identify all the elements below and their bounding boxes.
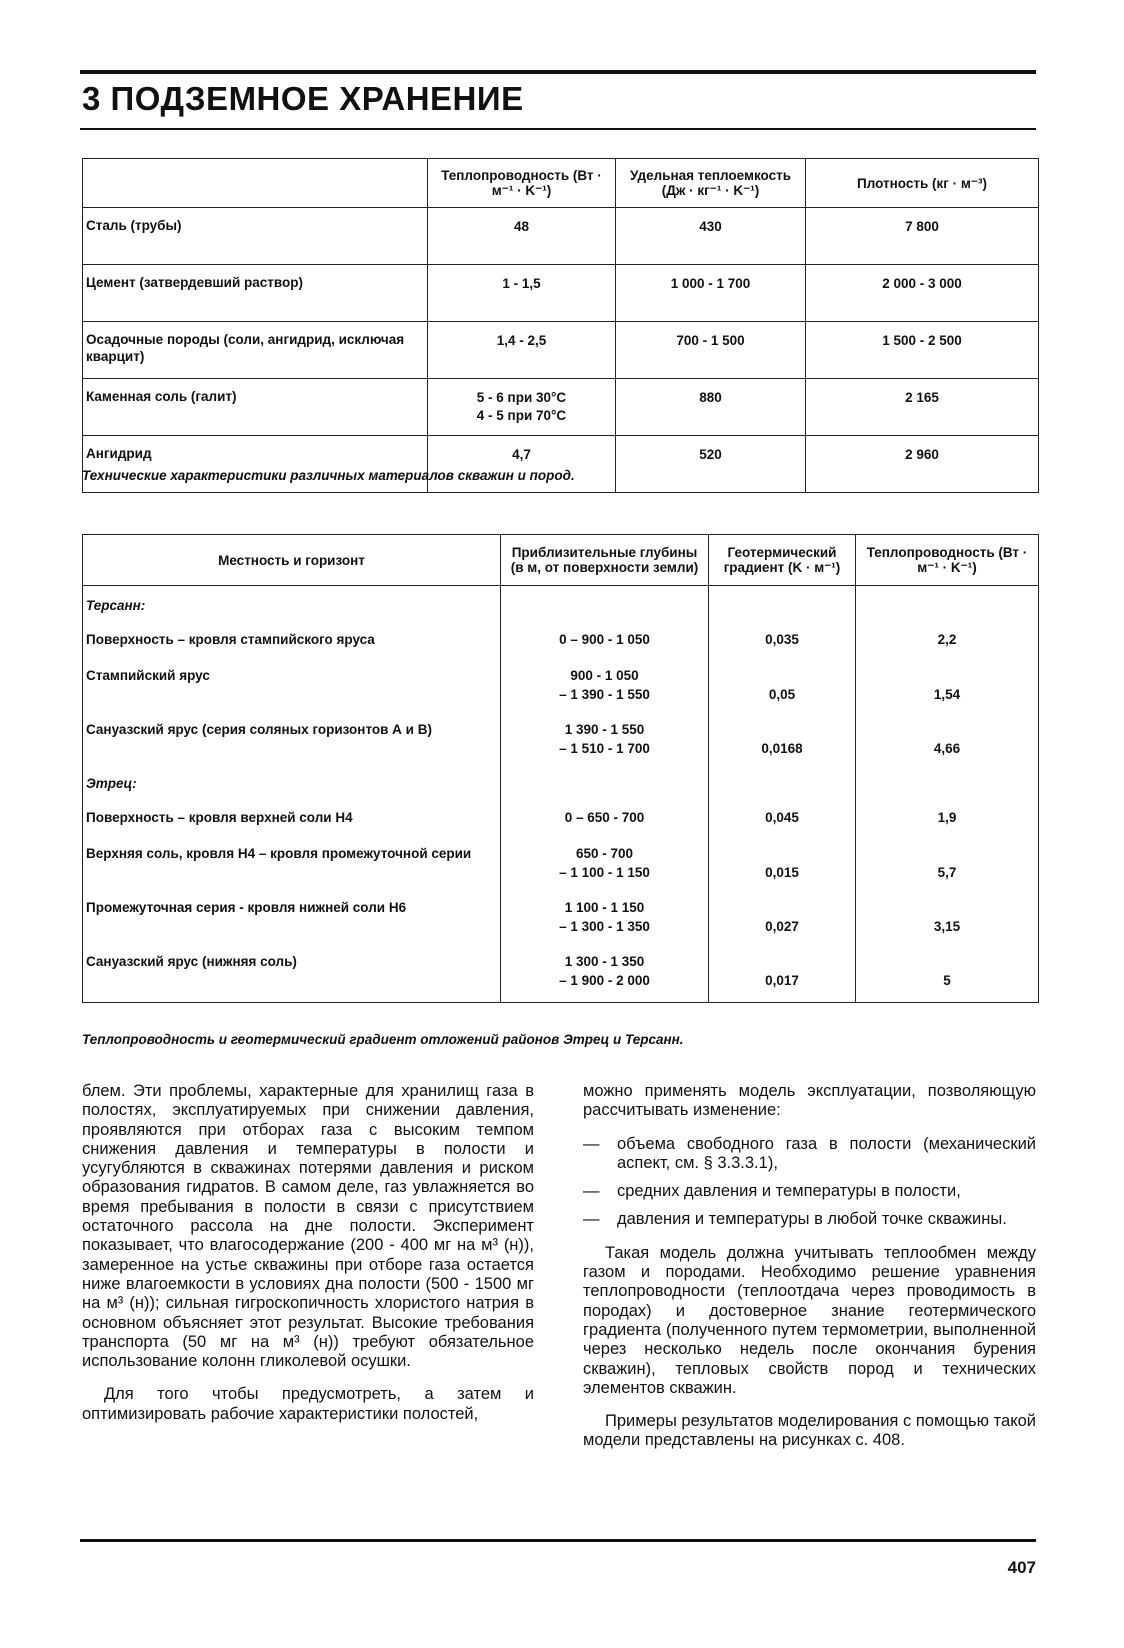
horizon-name: Поверхность – кровля стампийского яруса	[83, 620, 501, 656]
horizon-name: Поверхность – кровля верхней соли Н4	[83, 798, 501, 834]
paragraph: можно применять модель эксплуатации, позволяющую рассчитывать изменение:	[583, 1082, 1036, 1120]
column-header-density: Плотность (кг · м⁻³)	[806, 159, 1039, 208]
list-item-text: давления и температуры в любой точке скважины.	[617, 1210, 1007, 1229]
table-row	[83, 208, 1039, 265]
gradient-cell: 0,015	[709, 834, 856, 888]
conductivity-cell: 1,4 - 2,5	[428, 322, 616, 379]
horizon-name: Сануазский ярус (серия соляных горизонтов А и В)	[83, 710, 501, 764]
paragraph: блем. Эти проблемы, характерные для хранилищ газа в полостях, эксплуатируемых при снижении давления, проявляются при отборах газа с высоким темпом снижения давления и температуры в полости и усугубляются в скважинах потерями давления и риском образования гидратов. В самом деле, газ увлажняется во время пребывания в полости в связи с присутствием остаточного рассола на дне полости. Эксперимент показывает, что влагосодержание (200 - 400 мг на м³ (н)), замеренное на устье скважины при отборе газа остается ниже влагоемкости в условиях дна полости (500 - 1500 мг на м³ (н)); сильная гигроскопичность хлористого натрия в основном объясняет этот результат. Высокие требования транспорта (50 мг на м³ (н)) требуют обязательное использование колонн гликолевой осушки.	[82, 1082, 534, 1371]
heat-capacity-cell: 880	[616, 379, 806, 436]
header-rule	[80, 128, 1036, 130]
gradient-cell: 0,035	[709, 620, 856, 656]
heat-capacity-cell: 1 000 - 1 700	[616, 265, 806, 322]
gradient-cell: 0,05	[709, 656, 856, 710]
conductivity-cell: 48	[428, 208, 616, 265]
list-item	[583, 1210, 1036, 1229]
conductivity-cell: 3,15	[856, 888, 1039, 942]
list-item-text: средних давления и температуры в полости,	[617, 1182, 961, 1201]
paragraph: Для того чтобы предусмотреть, а затем и оптимизировать рабочие характеристики полостей,	[82, 1385, 534, 1423]
conductivity-cell: 1,9	[856, 798, 1039, 834]
region-label: Терсанн:	[83, 586, 501, 621]
depth-cell: 0 – 650 - 700	[501, 798, 709, 834]
left-column	[82, 1082, 534, 1438]
region-row	[83, 764, 1039, 798]
chapter-title: 3 ПОДЗЕМНОЕ ХРАНЕНИЕ	[82, 80, 524, 117]
paragraph: Такая модель должна учитывать теплообмен между газом и породами. Необходимо решение уравнения теплопроводности (теплоотдача через проводимость в породах) и достоверное знание геотермического градиента (полученного путем термометрии, выполненной через несколько недель после окончания бурения скважин), тепловых свойств пород и технических элементов скважин.	[583, 1243, 1036, 1397]
conductivity-cell: 5,7	[856, 834, 1039, 888]
table-row	[83, 710, 1039, 764]
conductivity-cell: 5 - 6 при 30°C 4 - 5 при 70°C	[428, 379, 616, 436]
heat-capacity-cell: 700 - 1 500	[616, 322, 806, 379]
table-row	[83, 322, 1039, 379]
horizon-name: Сануазский ярус (нижняя соль)	[83, 942, 501, 1003]
table-row	[83, 888, 1039, 942]
gradient-cell: 0,017	[709, 942, 856, 1003]
list-item	[583, 1182, 1036, 1201]
horizon-name: Стампийский ярус	[83, 656, 501, 710]
table-row	[83, 942, 1039, 1003]
depth-cell: 650 - 700 – 1 100 - 1 150	[501, 834, 709, 888]
conductivity-cell: 4,7	[428, 436, 616, 493]
gradient-cell: 0,027	[709, 888, 856, 942]
table-row	[83, 265, 1039, 322]
depth-cell: 1 390 - 1 550 – 1 510 - 1 700	[501, 710, 709, 764]
table1-caption: Технические характеристики различных материалов скважин и пород.	[82, 468, 575, 483]
material-name: Осадочные породы (соли, ангидрид, исключая кварцит)	[83, 322, 428, 379]
gradient-cell: 0,045	[709, 798, 856, 834]
column-header-conductivity: Теплопроводность (Вт · м⁻¹ · K⁻¹)	[856, 535, 1039, 586]
region-label: Этрец:	[83, 764, 501, 798]
material-name: Каменная соль (галит)	[83, 379, 428, 436]
depth-cell: 1 100 - 1 150 – 1 300 - 1 350	[501, 888, 709, 942]
table-row	[83, 436, 1039, 493]
dash-icon: —	[583, 1182, 600, 1201]
horizon-name: Промежуточная серия - кровля нижней соли Н6	[83, 888, 501, 942]
column-header	[83, 159, 428, 208]
geothermal-table	[82, 534, 1039, 1003]
material-name: Ангидрид	[83, 436, 428, 493]
table-row	[83, 834, 1039, 888]
depth-cell: 900 - 1 050 – 1 390 - 1 550	[501, 656, 709, 710]
dash-icon: —	[583, 1134, 600, 1153]
conductivity-cell: 1 - 1,5	[428, 265, 616, 322]
right-column	[583, 1082, 1036, 1465]
column-header-horizon: Местность и горизонт	[83, 535, 501, 586]
page-number: 407	[1007, 1558, 1036, 1577]
region-row	[83, 586, 1039, 621]
density-cell: 1 500 - 2 500	[806, 322, 1039, 379]
conductivity-cell: 4,66	[856, 710, 1039, 764]
table-row	[83, 620, 1039, 656]
column-header-conductivity: Теплопроводность (Вт · м⁻¹ · K⁻¹)	[428, 159, 616, 208]
table-row	[83, 379, 1039, 436]
horizon-name: Верхняя соль, кровля Н4 – кровля промежуточной серии	[83, 834, 501, 888]
column-header-gradient: Геотермический градиент (K · м⁻¹)	[709, 535, 856, 586]
top-rule	[80, 70, 1036, 74]
conductivity-cell: 1,54	[856, 656, 1039, 710]
table-row	[83, 656, 1039, 710]
table-header-row	[83, 535, 1039, 586]
list-item	[583, 1135, 1036, 1174]
dash-icon: —	[583, 1210, 600, 1229]
column-header-depth: Приблизительные глубины (в м, от поверхности земли)	[501, 535, 709, 586]
heat-capacity-cell: 520	[616, 436, 806, 493]
conductivity-cell: 5	[856, 942, 1039, 1003]
density-cell: 2 000 - 3 000	[806, 265, 1039, 322]
material-name: Цемент (затвердевший раствор)	[83, 265, 428, 322]
materials-table	[82, 158, 1039, 493]
bullet-list	[583, 1135, 1036, 1230]
column-header-heat-capacity: Удельная теплоемкость (Дж · кг⁻¹ · K⁻¹)	[616, 159, 806, 208]
list-item-text: объема свободного газа в полости (механический аспект, см. § 3.3.3.1),	[617, 1134, 1036, 1172]
density-cell: 7 800	[806, 208, 1039, 265]
table-row	[83, 798, 1039, 834]
gradient-cell: 0,0168	[709, 710, 856, 764]
depth-cell: 0 – 900 - 1 050	[501, 620, 709, 656]
material-name: Сталь (трубы)	[83, 208, 428, 265]
conductivity-cell: 2,2	[856, 620, 1039, 656]
table-header-row	[83, 159, 1039, 208]
heat-capacity-cell: 430	[616, 208, 806, 265]
footer-rule	[80, 1539, 1036, 1542]
depth-cell: 1 300 - 1 350 – 1 900 - 2 000	[501, 942, 709, 1003]
density-cell: 2 165	[806, 379, 1039, 436]
table2-caption: Теплопроводность и геотермический градиент отложений районов Этрец и Терсанн.	[82, 1032, 684, 1047]
density-cell: 2 960	[806, 436, 1039, 493]
paragraph: Примеры результатов моделирования с помощью такой модели представлены на рисунках с. 408.	[583, 1412, 1036, 1450]
